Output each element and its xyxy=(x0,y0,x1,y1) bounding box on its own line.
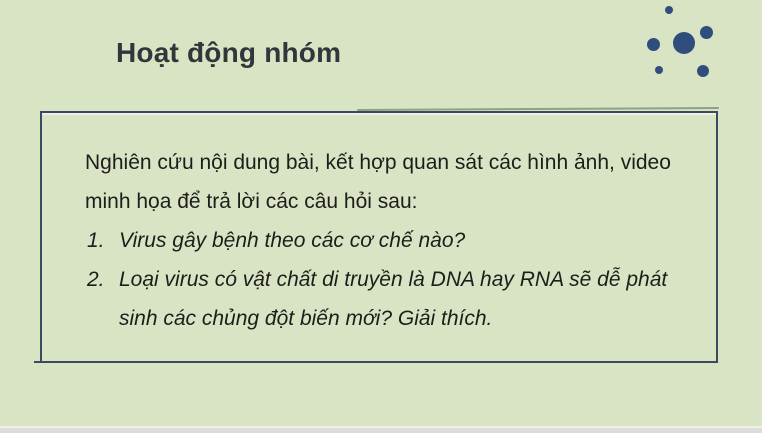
content-box xyxy=(40,111,718,363)
question-text: Loại virus có vật chất di truyền là DNA hay RNA sẽ dễ phát sinh các chủng đột biến mới? Giải thích. xyxy=(119,268,668,330)
decor-dot-icon xyxy=(673,32,695,54)
question-text: Virus gây bệnh theo các cơ chế nào? xyxy=(119,229,466,252)
question-item xyxy=(85,221,704,260)
question-list xyxy=(85,221,704,338)
decor-dot-icon xyxy=(647,38,660,51)
intro-text: Nghiên cứu nội dung bài, kết hợp quan sát các hình ảnh, video minh họa để trả lời các câu hỏi sau: xyxy=(85,151,671,213)
slide-title: Hoạt động nhóm xyxy=(116,37,342,68)
question-item xyxy=(85,260,704,338)
question-number: 1. xyxy=(87,229,105,252)
window-bottom-edge xyxy=(0,426,762,433)
decor-dot-icon xyxy=(700,26,713,39)
border-sketch-corner xyxy=(34,361,45,363)
question-number: 2. xyxy=(87,268,105,291)
decor-dot-icon xyxy=(655,66,663,74)
decor-dot-icon xyxy=(697,65,709,77)
box-text-block xyxy=(42,113,716,338)
border-sketch-line xyxy=(357,107,719,111)
decor-dot-icon xyxy=(665,6,673,14)
